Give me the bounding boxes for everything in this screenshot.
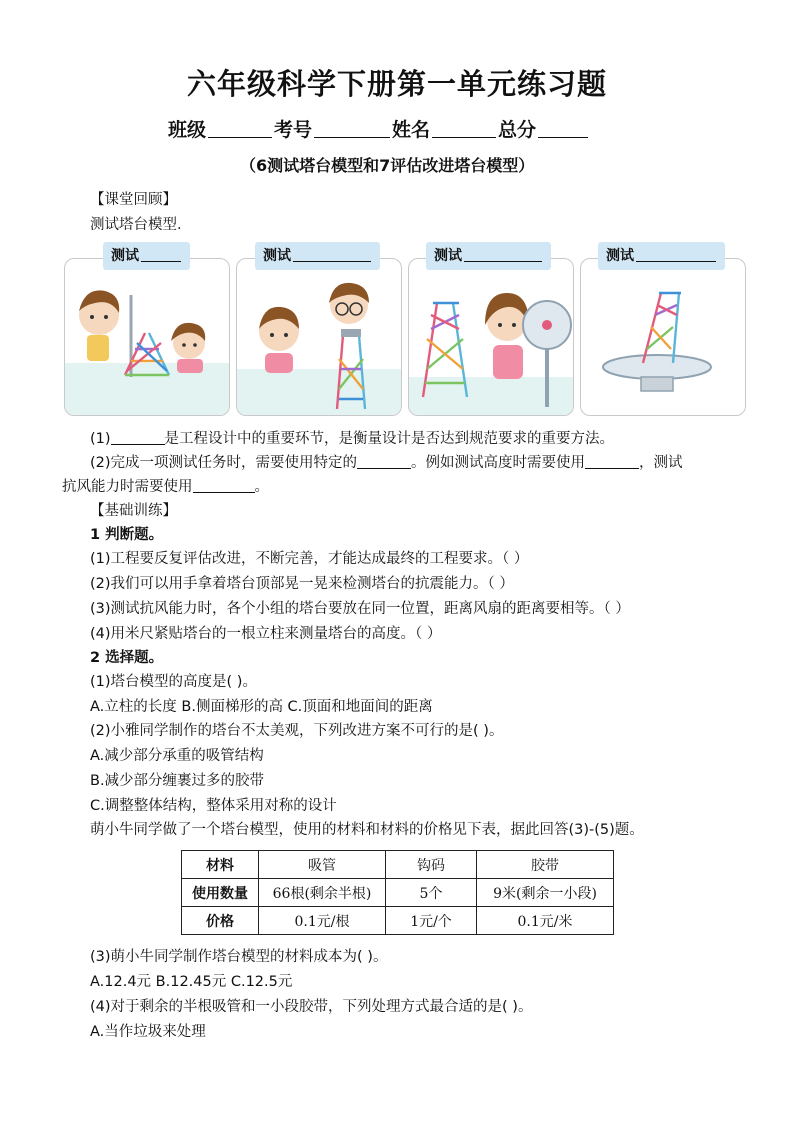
judge-item: (4)用米尺紧贴塔台的一根立柱来测量塔台的高度。（ ） — [90, 626, 442, 642]
tag-label: 测试 — [263, 248, 291, 264]
q2-blank-2[interactable] — [585, 454, 639, 469]
tag-label: 测试 — [111, 248, 139, 264]
load-test-picture — [237, 259, 401, 415]
q2-blank-1[interactable] — [357, 454, 411, 469]
choice-option: B.减少部分缠裹过多的胶带 — [90, 773, 265, 789]
table-row — [182, 907, 614, 935]
choice-option: C.调整整体结构，整体采用对称的设计 — [90, 798, 337, 814]
q1-prefix: (1) — [90, 431, 111, 447]
table-intro: 萌小牛同学做了一个塔台模型，使用的材料和材料的价格见下表，据此回答(3)-(5)题。 — [90, 822, 644, 838]
name-label: 姓名 — [392, 119, 431, 141]
review-q1 — [90, 427, 614, 448]
load-test-tag — [255, 242, 380, 270]
table-cell: 吸管 — [259, 851, 386, 879]
choice-options: A.立柱的长度 B.侧面梯形的高 C.顶面和地面间的距离 — [90, 699, 433, 715]
judge-item: (1)工程要反复评估改进，不断完善，才能达成最终的工程要求。（ ） — [90, 551, 529, 567]
class-blank[interactable] — [208, 119, 272, 138]
shake-test-tag — [598, 242, 725, 270]
table-cell: 0.1元/米 — [477, 907, 614, 935]
choice-question: (2)小雅同学制作的塔台不太美观，下列改进方案不可行的是( )。 — [90, 723, 504, 739]
height-test-picture — [65, 259, 229, 415]
judge-item: (3)测试抗风能力时，各个小组的塔台要放在同一位置，距离风扇的距离要相等。（ ） — [90, 601, 630, 617]
q2-part-e: 。 — [254, 479, 269, 495]
table-cell: 钩码 — [386, 851, 477, 879]
exam-no-blank[interactable] — [314, 119, 390, 138]
class-label: 班级 — [168, 119, 207, 141]
materials-table — [181, 850, 614, 935]
table-cell: 66根(剩余半根) — [259, 879, 386, 907]
student-info-line — [168, 115, 590, 142]
choice-option: A.减少部分承重的吸管结构 — [90, 748, 264, 764]
page-title: 六年级科学下册第一单元练习题 — [186, 67, 607, 101]
table-cell: 胶带 — [477, 851, 614, 879]
q1-suffix: 是工程设计中的重要环节，是衡量设计是否达到规范要求的重要方法。 — [164, 431, 615, 447]
table-header-cell: 价格 — [182, 907, 259, 935]
q2-blank-3[interactable] — [193, 478, 255, 493]
height-test-illustration — [64, 258, 230, 416]
review-q2-cont — [62, 475, 269, 496]
choice-option: A.当作垃圾来处理 — [90, 1024, 206, 1040]
wind-test-picture — [409, 259, 573, 415]
q1-blank[interactable] — [111, 430, 165, 445]
choice-question: (1)塔台模型的高度是( )。 — [90, 674, 257, 690]
tag-label: 测试 — [434, 248, 462, 264]
tag-blank[interactable] — [636, 247, 716, 262]
tag-label: 测试 — [606, 248, 634, 264]
tag-blank[interactable] — [464, 247, 542, 262]
table-row — [182, 879, 614, 907]
table-cell: 0.1元/根 — [259, 907, 386, 935]
review-heading: 【课堂回顾】 — [90, 192, 177, 208]
judge-heading: 1 判断题。 — [90, 527, 164, 543]
table-cell: 5个 — [386, 879, 477, 907]
name-blank[interactable] — [432, 119, 496, 138]
load-test-illustration — [236, 258, 402, 416]
review-intro: 测试塔台模型. — [90, 217, 182, 233]
table-cell: 9米(剩余一小段) — [477, 879, 614, 907]
q2-part-b: 。例如测试高度时需要使用 — [411, 455, 586, 471]
training-heading: 【基础训练】 — [90, 503, 177, 519]
lesson-subtitle: （6测试塔台模型和7评估改进塔台模型） — [240, 156, 535, 175]
shake-test-illustration — [580, 258, 746, 416]
review-q2 — [90, 451, 683, 472]
table-cell: 1元/个 — [386, 907, 477, 935]
q2-part-c: ，测试 — [639, 455, 683, 471]
tag-blank[interactable] — [293, 247, 371, 262]
table-header-cell: 使用数量 — [182, 879, 259, 907]
choice-heading: 2 选择题。 — [90, 650, 164, 666]
tag-blank[interactable] — [141, 247, 181, 262]
height-test-tag — [103, 242, 190, 270]
shake-test-picture — [581, 259, 745, 415]
exam-no-label: 考号 — [274, 119, 313, 141]
q2-part-d: 抗风能力时需要使用 — [62, 479, 193, 495]
choice-question: (4)对于剩余的半根吸管和一小段胶带，下列处理方式最合适的是( )。 — [90, 999, 533, 1015]
wind-test-illustration — [408, 258, 574, 416]
score-label: 总分 — [498, 119, 537, 141]
table-row — [182, 851, 614, 879]
wind-test-tag — [426, 242, 551, 270]
q2-part-a: (2)完成一项测试任务时，需要使用特定的 — [90, 455, 358, 471]
table-header-cell: 材料 — [182, 851, 259, 879]
choice-question: (3)萌小牛同学制作塔台模型的材料成本为( )。 — [90, 949, 388, 965]
choice-options: A.12.4元 B.12.45元 C.12.5元 — [90, 974, 293, 990]
score-blank[interactable] — [538, 119, 588, 138]
judge-item: (2)我们可以用手拿着塔台顶部晃一晃来检测塔台的抗震能力。（ ） — [90, 576, 514, 592]
